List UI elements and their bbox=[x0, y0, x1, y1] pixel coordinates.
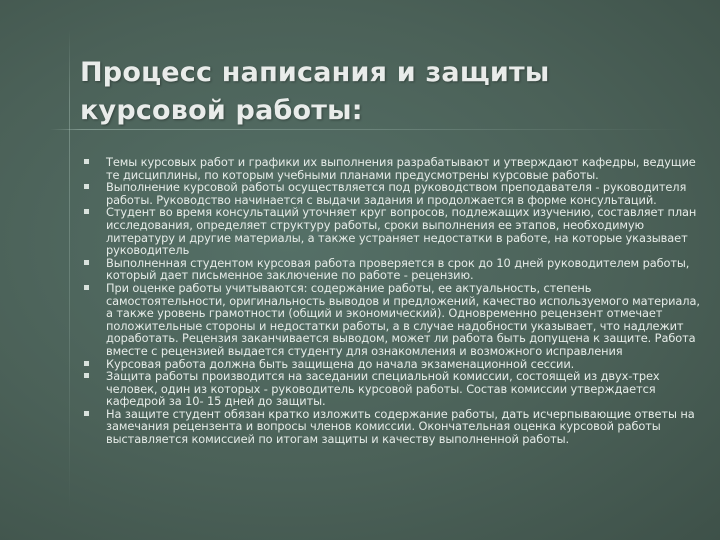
list-item-text: Курсовая работа должна быть защищена до начала экзаменационной сессии. bbox=[106, 356, 575, 371]
list-item bbox=[84, 370, 700, 408]
list-item-text: Защита работы производится на заседании специальной комиссии, состоящей из двух-трех человек, один из которых - руководитель курсовой работы. Состав комиссии утверждается кафедрой за 10- 15 дней до защиты. bbox=[106, 369, 660, 409]
square-bullet-icon bbox=[84, 159, 89, 164]
square-bullet-icon bbox=[84, 411, 89, 416]
square-bullet-icon bbox=[84, 373, 89, 378]
list-item-text: Выполненная студентом курсовая работа проверяется в срок до 10 дней руководителем работы, который дает письменное заключение по работе - рецензию. bbox=[106, 255, 690, 283]
bullet-list bbox=[84, 156, 700, 446]
square-bullet-icon bbox=[84, 285, 89, 290]
list-item bbox=[84, 408, 700, 446]
square-bullet-icon bbox=[84, 184, 89, 189]
list-item bbox=[84, 156, 700, 181]
list-item-text: Выполнение курсовой работы осуществляется под руководством преподавателя - руководителя работы. Руководство начинается с выдачи задания и продолжается в форме консультаций. bbox=[106, 180, 687, 207]
list-item-text: Студент во время консультаций уточняет круг вопросов, подлежащих изучению, составляет план исследования, определяет структуру работы, сроки выполнения ее этапов, необходимую литературу и другие материалы, а также устраняет недостатки в работе, на которые указывает руководитель bbox=[106, 205, 697, 258]
slide-title: Процесс написания и защиты курсовой работы: bbox=[80, 57, 550, 126]
list-item bbox=[84, 282, 700, 358]
decorative-vertical-line bbox=[69, 30, 70, 510]
list-item bbox=[84, 181, 700, 206]
list-item bbox=[84, 257, 700, 282]
list-item-text: На защите студент обязан кратко изложить содержание работы, дать исчерпывающие ответы на замечания рецензента и вопросы членов комиссии. Окончательная оценка курсовой работы выставляется комиссией по итогам защиты и качеству выполненной работы. bbox=[106, 406, 695, 447]
square-bullet-icon bbox=[84, 209, 89, 214]
square-bullet-icon bbox=[84, 361, 89, 366]
list-item-text: Темы курсовых работ и графики их выполнения разрабатывают и утверждают кафедры, ведущие те дисциплины, по которым учебными планами предусмотрены курсовые работы. bbox=[106, 155, 696, 182]
list-item bbox=[84, 206, 700, 256]
list-item-text: При оценке работы учитываются: содержание работы, ее актуальность, степень самостоятельности, оригинальность выводов и предложений, качество используемого материала, а также уровень грамотности (общий и экономический). Одновременно рецензент отмечает положительные стороны и недостатки работы, а в случае надобности указывает, что надлежит доработать. Рецензия заканчивается выводом, может ли работа быть допущена к защите. Работа вместе с рецензией выдается студенту для ознакомления и возможного исправления bbox=[106, 280, 700, 358]
square-bullet-icon bbox=[84, 260, 89, 265]
